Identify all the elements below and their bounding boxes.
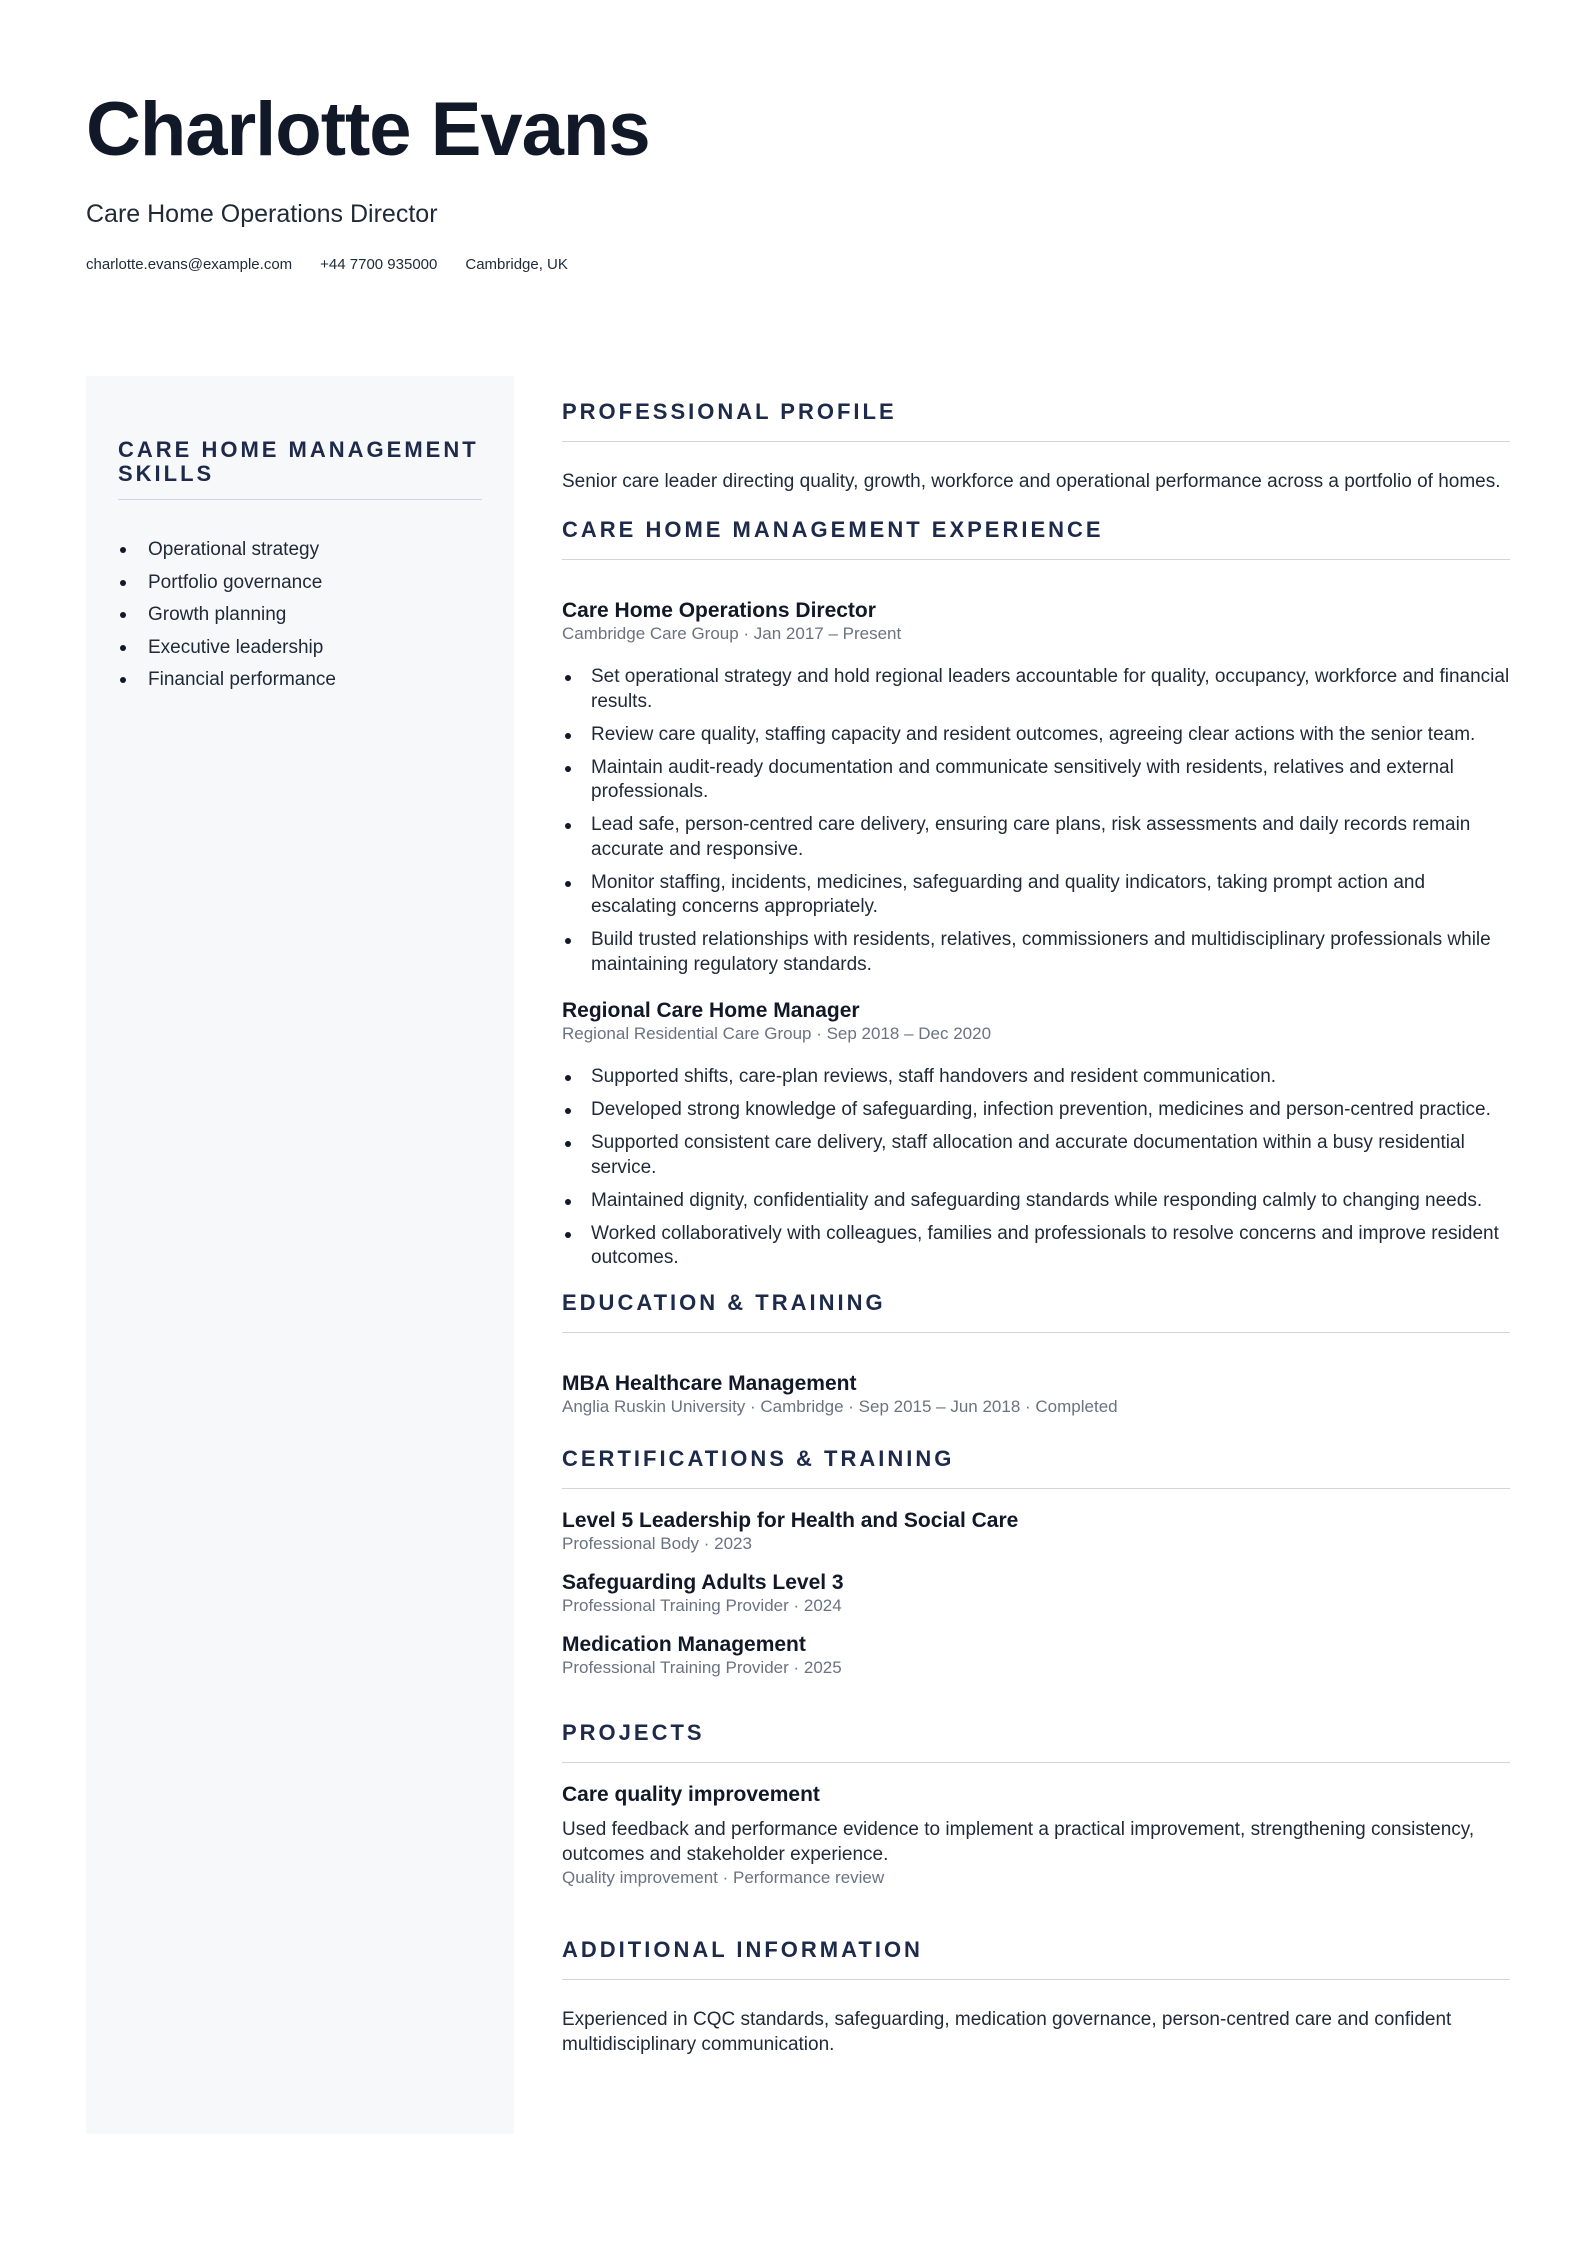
profile-section xyxy=(562,400,1510,494)
certification-title: Level 5 Leadership for Health and Social Care xyxy=(562,1508,1019,1532)
main-content xyxy=(562,400,1510,2057)
degree-title: MBA Healthcare Management xyxy=(562,1371,857,1395)
job-bullet: Monitor staffing, incidents, medicines, safeguarding and quality indicators, taking prompt action and escalating concerns appropriately. xyxy=(562,871,1510,920)
additional-heading: ADDITIONAL INFORMATION xyxy=(562,1938,1510,1980)
job-bullet: Developed strong knowledge of safeguarding, infection prevention, medicines and person-centred practice. xyxy=(562,1098,1510,1123)
certification-meta: Professional Training Provider · 2024 xyxy=(562,1595,842,1615)
projects-section xyxy=(562,1721,1510,1888)
skill-item: Executive leadership xyxy=(118,636,482,659)
certification-meta: Professional Body · 2023 xyxy=(562,1533,752,1553)
job-bullets xyxy=(562,665,1510,977)
experience-section xyxy=(562,518,1510,1271)
job-bullet: Review care quality, staffing capacity and resident outcomes, agreeing clear actions with the senior team. xyxy=(562,723,1510,748)
job-meta: Regional Residential Care Group · Sep 2018 – Dec 2020 xyxy=(562,1024,992,1043)
education-section xyxy=(562,1291,1510,1417)
certification-entry xyxy=(562,1633,1510,1678)
certification-title: Safeguarding Adults Level 3 xyxy=(562,1570,844,1594)
job-bullet: Maintain audit-ready documentation and communicate sensitively with residents, relatives and external professionals. xyxy=(562,756,1510,805)
project-title: Care quality improvement xyxy=(562,1782,820,1806)
skills-list xyxy=(118,538,482,691)
job-bullet: Supported shifts, care-plan reviews, staff handovers and resident communication. xyxy=(562,1065,1510,1090)
contact-phone: +44 7700 935000 xyxy=(320,256,438,273)
job-bullets xyxy=(562,1065,1510,1271)
job-bullet: Lead safe, person-centred care delivery, ensuring care plans, risk assessments and daily records remain accurate and responsive. xyxy=(562,813,1510,862)
sidebar xyxy=(86,376,514,2134)
job-title: Care Home Operations Director xyxy=(562,599,876,622)
certification-entry xyxy=(562,1509,1510,1554)
job-bullet: Maintained dignity, confidentiality and safeguarding standards while responding calmly to changing needs. xyxy=(562,1189,1510,1214)
education-heading: EDUCATION & TRAINING xyxy=(562,1291,1510,1333)
candidate-title: Care Home Operations Director xyxy=(86,200,438,228)
job-entry xyxy=(562,599,1510,977)
resume-header xyxy=(86,87,1506,273)
job-meta: Cambridge Care Group · Jan 2017 – Present xyxy=(562,624,902,643)
contact-location: Cambridge, UK xyxy=(465,256,568,273)
skills-heading: CARE HOME MANAGEMENT SKILLS xyxy=(118,438,482,500)
skill-item: Growth planning xyxy=(118,603,482,626)
skill-item: Portfolio governance xyxy=(118,571,482,594)
job-bullet: Build trusted relationships with residents, relatives, commissioners and multidisciplinary professionals while maintaining regulatory standards. xyxy=(562,928,1510,977)
certification-title: Medication Management xyxy=(562,1632,806,1656)
certifications-section xyxy=(562,1447,1510,1678)
job-bullet: Worked collaboratively with colleagues, families and professionals to resolve concerns and improve resident outcomes. xyxy=(562,1222,1510,1271)
job-title: Regional Care Home Manager xyxy=(562,999,860,1022)
skill-item: Financial performance xyxy=(118,668,482,691)
project-description: Used feedback and performance evidence to implement a practical improvement, strengthening consistency, outcomes and stakeholder experience. xyxy=(562,1818,1475,1865)
job-entry xyxy=(562,999,1510,1271)
certifications-heading: CERTIFICATIONS & TRAINING xyxy=(562,1447,1510,1489)
profile-text: Senior care leader directing quality, growth, workforce and operational performance across a portfolio of homes. xyxy=(562,471,1501,492)
additional-text: Experienced in CQC standards, safeguarding, medication governance, person-centred care and confident multidisciplinary communication. xyxy=(562,2008,1452,2055)
job-bullet: Set operational strategy and hold regional leaders accountable for quality, occupancy, workforce and financial results. xyxy=(562,665,1510,714)
certification-meta: Professional Training Provider · 2025 xyxy=(562,1657,842,1677)
project-meta: Quality improvement · Performance review xyxy=(562,1867,885,1887)
degree-meta: Anglia Ruskin University · Cambridge · Sep 2015 – Jun 2018 · Completed xyxy=(562,1396,1118,1416)
profile-heading: PROFESSIONAL PROFILE xyxy=(562,400,1510,442)
project-entry xyxy=(562,1783,1510,1888)
job-bullet: Supported consistent care delivery, staff allocation and accurate documentation within a busy residential service. xyxy=(562,1131,1510,1180)
education-entry xyxy=(562,1372,1510,1417)
skill-item: Operational strategy xyxy=(118,538,482,561)
contact-email: charlotte.evans@example.com xyxy=(86,256,293,273)
experience-heading: CARE HOME MANAGEMENT EXPERIENCE xyxy=(562,518,1510,560)
additional-section xyxy=(562,1938,1510,2057)
certification-entry xyxy=(562,1571,1510,1616)
candidate-name: Charlotte Evans xyxy=(86,87,650,172)
projects-heading: PROJECTS xyxy=(562,1721,1510,1763)
contact-info xyxy=(86,257,1506,272)
